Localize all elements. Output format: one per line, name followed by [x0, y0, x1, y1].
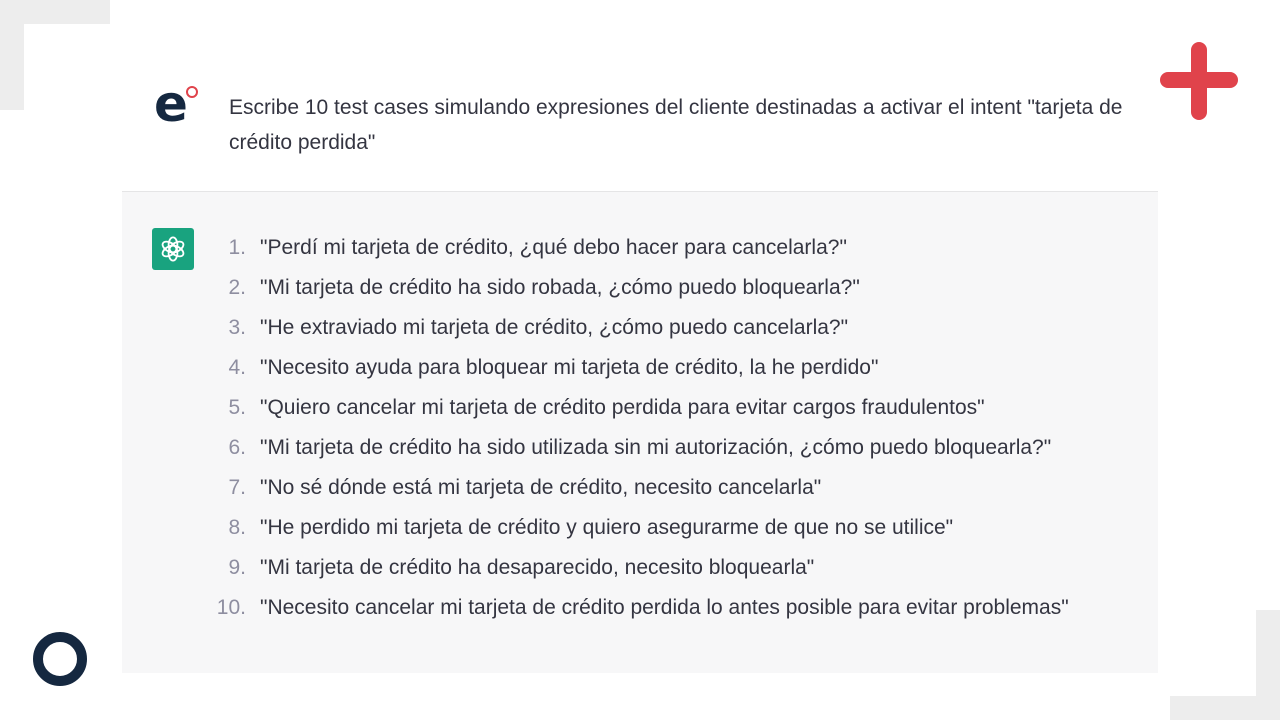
- list-item-text: "Perdí mi tarjeta de crédito, ¿qué debo hacer para cancelarla?": [260, 236, 847, 259]
- red-plus-icon: [1160, 42, 1238, 120]
- corner-decoration-bottom-right-inner: [1156, 596, 1256, 696]
- list-item: [204, 508, 1154, 548]
- list-item: [204, 268, 1154, 308]
- list-item-number: 4.: [228, 356, 246, 379]
- list-item: [204, 308, 1154, 348]
- list-item-text: "No sé dónde está mi tarjeta de crédito, necesito cancelarla": [260, 476, 822, 499]
- openai-logo-icon: [152, 228, 194, 270]
- list-item-text: "Necesito cancelar mi tarjeta de crédito perdida lo antes posible para evitar problemas": [260, 596, 1069, 619]
- plus-bar-vertical: [1191, 42, 1207, 120]
- list-item-number: 10.: [216, 596, 246, 619]
- list-item-text: "He extraviado mi tarjeta de crédito, ¿cómo puedo cancelarla?": [260, 316, 849, 339]
- list-item-number: 2.: [228, 276, 246, 299]
- list-item-text: "Mi tarjeta de crédito ha desaparecido, necesito bloquearla": [260, 556, 815, 579]
- assistant-message: [122, 191, 1158, 673]
- user-message: [122, 70, 1158, 190]
- list-item: [204, 548, 1154, 588]
- list-item-number: 7.: [228, 476, 246, 499]
- list-item: [204, 468, 1154, 508]
- e-brand-avatar-icon: [152, 75, 202, 134]
- list-item: [204, 228, 1154, 268]
- avatar-letter: e: [154, 75, 188, 133]
- list-item-number: 1.: [228, 236, 246, 259]
- user-message-text: Escribe 10 test cases simulando expresiones del cliente destinadas a activar el intent "tarjeta de crédito perdida": [229, 96, 1123, 154]
- list-item: [204, 348, 1154, 388]
- list-item-number: 5.: [228, 396, 246, 419]
- avatar-dot: [186, 86, 198, 98]
- corner-decoration-top-left: [0, 0, 110, 110]
- navy-ring-icon: [33, 632, 87, 686]
- corner-decoration-bottom-right: [1170, 610, 1280, 720]
- list-item-number: 8.: [228, 516, 246, 539]
- list-item-text: "Necesito ayuda para bloquear mi tarjeta de crédito, la he perdido": [260, 356, 879, 379]
- list-item-text: "Mi tarjeta de crédito ha sido utilizada sin mi autorización, ¿cómo puedo bloquearla?": [260, 436, 1052, 459]
- list-item-number: 9.: [228, 556, 246, 579]
- list-item-text: "Quiero cancelar mi tarjeta de crédito perdida para evitar cargos fraudulentos": [260, 396, 985, 419]
- list-item-number: 3.: [228, 316, 246, 339]
- list-item: [204, 428, 1154, 468]
- list-item-text: "He perdido mi tarjeta de crédito y quiero asegurarme de que no se utilice": [260, 516, 954, 539]
- corner-decoration-top-left-inner: [24, 24, 124, 124]
- list-item-number: 6.: [228, 436, 246, 459]
- list-item: [204, 588, 1154, 628]
- list-item-text: "Mi tarjeta de crédito ha sido robada, ¿cómo puedo bloquearla?": [260, 276, 860, 299]
- list-item: [204, 388, 1154, 428]
- response-list: [204, 228, 1154, 628]
